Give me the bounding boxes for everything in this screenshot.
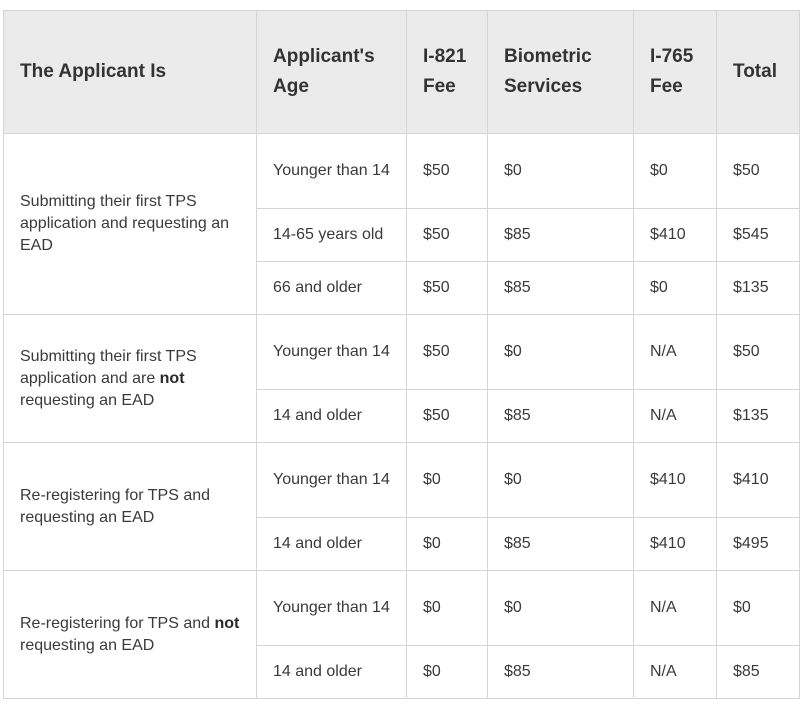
total-cell: $495: [717, 518, 800, 571]
i821-fee-cell: $0: [407, 518, 488, 571]
age-cell: Younger than 14: [257, 571, 407, 646]
header-applicant: The Applicant Is: [4, 11, 257, 134]
biometric-cell: $85: [488, 209, 634, 262]
i821-fee-cell: $50: [407, 209, 488, 262]
applicant-cell: Submitting their first TPS application and are not requesting an EAD: [4, 315, 257, 443]
i821-fee-cell: $0: [407, 571, 488, 646]
biometric-cell: $85: [488, 390, 634, 443]
header-age: Applicant's Age: [257, 11, 407, 134]
header-total: Total: [717, 11, 800, 134]
total-cell: $50: [717, 315, 800, 390]
total-cell: $0: [717, 571, 800, 646]
age-cell: 14 and older: [257, 646, 407, 699]
i765-fee-cell: N/A: [634, 390, 717, 443]
table-row: [4, 443, 800, 518]
table-row: [4, 571, 800, 646]
total-cell: $410: [717, 443, 800, 518]
applicant-cell: Re-registering for TPS and not requesting an EAD: [4, 571, 257, 699]
fee-table: [3, 10, 800, 699]
table-row: [4, 315, 800, 390]
age-cell: 14 and older: [257, 518, 407, 571]
age-cell: 66 and older: [257, 262, 407, 315]
total-cell: $85: [717, 646, 800, 699]
biometric-cell: $0: [488, 315, 634, 390]
biometric-cell: $0: [488, 571, 634, 646]
i765-fee-cell: $410: [634, 518, 717, 571]
i765-fee-cell: N/A: [634, 571, 717, 646]
applicant-cell: Submitting their first TPS application and requesting an EAD: [4, 134, 257, 315]
i765-fee-cell: $0: [634, 134, 717, 209]
biometric-cell: $85: [488, 262, 634, 315]
i765-fee-cell: N/A: [634, 646, 717, 699]
i765-fee-cell: $410: [634, 443, 717, 518]
total-cell: $50: [717, 134, 800, 209]
biometric-cell: $0: [488, 134, 634, 209]
i765-fee-cell: $0: [634, 262, 717, 315]
header-row: [4, 11, 800, 134]
age-cell: 14 and older: [257, 390, 407, 443]
applicant-cell: Re-registering for TPS and requesting an EAD: [4, 443, 257, 571]
i821-fee-cell: $0: [407, 443, 488, 518]
age-cell: Younger than 14: [257, 134, 407, 209]
header-biometric: Biometric Services: [488, 11, 634, 134]
biometric-cell: $0: [488, 443, 634, 518]
i821-fee-cell: $50: [407, 262, 488, 315]
i821-fee-cell: $50: [407, 134, 488, 209]
age-cell: 14-65 years old: [257, 209, 407, 262]
i765-fee-cell: $410: [634, 209, 717, 262]
total-cell: $135: [717, 390, 800, 443]
i821-fee-cell: $0: [407, 646, 488, 699]
age-cell: Younger than 14: [257, 443, 407, 518]
i821-fee-cell: $50: [407, 390, 488, 443]
total-cell: $135: [717, 262, 800, 315]
total-cell: $545: [717, 209, 800, 262]
biometric-cell: $85: [488, 518, 634, 571]
biometric-cell: $85: [488, 646, 634, 699]
i821-fee-cell: $50: [407, 315, 488, 390]
header-i821-fee: I-821 Fee: [407, 11, 488, 134]
table-row: [4, 134, 800, 209]
header-i765-fee: I-765 Fee: [634, 11, 717, 134]
i765-fee-cell: N/A: [634, 315, 717, 390]
age-cell: Younger than 14: [257, 315, 407, 390]
